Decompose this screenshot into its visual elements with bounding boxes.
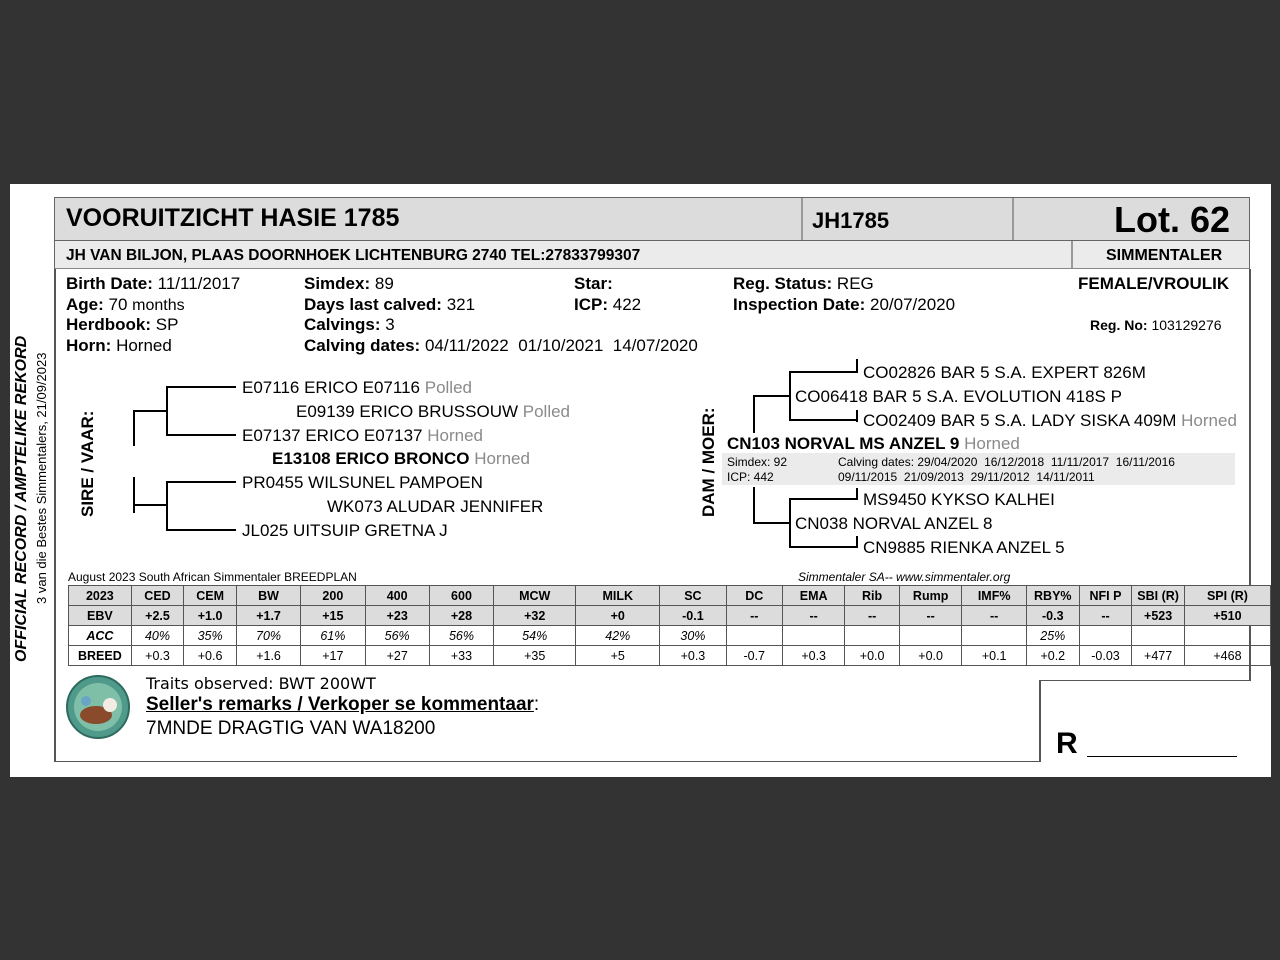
ebv-header-cell: CED	[131, 586, 184, 606]
reg-no-row: Reg. No: 103129276	[1090, 317, 1222, 333]
ebv-value-cell: +523	[1132, 606, 1185, 626]
reg-status-row: Reg. Status: REG	[733, 274, 874, 293]
ebv-value-cell: +2.5	[131, 606, 184, 626]
acc-value-cell: 70%	[236, 626, 300, 646]
ebv-value-cell: +510	[1184, 606, 1270, 626]
ebv-value-cell: +0	[576, 606, 660, 626]
acc-value-cell: 40%	[131, 626, 184, 646]
breed-avg-cell: BREED	[69, 646, 132, 666]
sire-sire-sire: E07116 ERICO E07116 Polled	[242, 378, 472, 397]
age-row: Age: 70 months	[66, 295, 185, 314]
ebv-value-cell: --	[1079, 606, 1132, 626]
breed-avg-cell: +17	[301, 646, 365, 666]
ebv-value-cell: +15	[301, 606, 365, 626]
breed-avg-cell: +0.2	[1026, 646, 1079, 666]
breed-society-logo	[66, 675, 130, 739]
breed-avg-cell: -0.7	[726, 646, 782, 666]
sire-sire: E09139 ERICO BRUSSOUW Polled	[296, 402, 571, 421]
ebv-value-cell: +1.0	[184, 606, 237, 626]
acc-value-cell: 56%	[429, 626, 493, 646]
breed-avg-cell: +35	[494, 646, 576, 666]
ebv-header-row	[69, 586, 1271, 606]
dam-dam-dam: CN9885 RIENKA ANZEL 5	[863, 538, 1065, 557]
breed-avg-cell: +5	[576, 646, 660, 666]
sire-dam-sire: PR0455 WILSUNEL PAMPOEN	[242, 473, 483, 492]
calving-dates-row: Calving dates: 04/11/2022 01/10/2021 14/07/2020	[304, 336, 698, 355]
breed-avg-cell: +0.3	[131, 646, 184, 666]
breed-avg-cell: -0.03	[1079, 646, 1132, 666]
acc-row	[69, 626, 1271, 646]
breed-avg-cell: +0.1	[962, 646, 1026, 666]
acc-value-cell: 30%	[660, 626, 726, 646]
ebv-header-cell: SC	[660, 586, 726, 606]
price-label: R	[1056, 727, 1078, 760]
simdex-row: Simdex: 89	[304, 274, 394, 293]
ebv-header-cell: 200	[301, 586, 365, 606]
ebv-value-cell: --	[782, 606, 844, 626]
lot-card	[10, 184, 1271, 777]
acc-value-cell: 42%	[576, 626, 660, 646]
ebv-header-cell: SBI (R)	[1132, 586, 1185, 606]
ebv-value-cell: --	[845, 606, 900, 626]
icp-row: ICP: 422	[574, 295, 642, 314]
acc-value-cell: 61%	[301, 626, 365, 646]
ebv-value-cell: +1.7	[236, 606, 300, 626]
breed-name: SIMMENTALER	[1106, 247, 1223, 264]
ebv-header-cell: CEM	[184, 586, 237, 606]
ebv-value-cell: --	[899, 606, 962, 626]
ebv-header-cell: BW	[236, 586, 300, 606]
breed-avg-cell: +0.3	[660, 646, 726, 666]
breed-avg-cell: +0.3	[782, 646, 844, 666]
seller-remarks-heading: Seller's remarks / Verkoper se kommentaar:	[146, 694, 540, 715]
acc-value-cell	[845, 626, 900, 646]
price-blank-line[interactable]	[1087, 756, 1237, 757]
dam-calving-dates-1: Calving dates: 29/04/2020 16/12/2018 11/11/2017 16/11/2016	[838, 455, 1175, 469]
lot-number: Lot. 62	[1114, 199, 1231, 240]
ebv-value-cell: +23	[365, 606, 429, 626]
acc-value-cell	[782, 626, 844, 646]
sire-dam-dam: JL025 UITSUIP GRETNA J	[242, 521, 448, 540]
dam-icp: ICP: 442	[727, 470, 774, 484]
acc-value-cell: 56%	[365, 626, 429, 646]
breed-avg-cell: +0.0	[845, 646, 900, 666]
official-record-label: OFFICIAL RECORD / AMPTELIKE REKORD	[13, 335, 30, 662]
traits-observed: Traits observed: BWT 200WT	[146, 674, 376, 693]
animal-id: JH1785	[812, 208, 890, 233]
ebv-value-cell: -0.3	[1026, 606, 1079, 626]
birth-date-row: Birth Date: 11/11/2017	[66, 274, 241, 293]
ebv-value-cell: --	[962, 606, 1026, 626]
sire-sire-dam: E07137 ERICO E07137 Horned	[242, 426, 484, 445]
ebv-header-cell: Rump	[899, 586, 962, 606]
acc-value-cell: 25%	[1026, 626, 1079, 646]
breed-avg-cell: +0.0	[899, 646, 962, 666]
acc-value-cell	[1184, 626, 1270, 646]
dam-dam-sire: MS9450 KYKSO KALHEI	[863, 490, 1055, 509]
ebv-header-cell: 600	[429, 586, 493, 606]
sire-dam: WK073 ALUDAR JENNIFER	[327, 497, 544, 516]
herdbook-row: Herdbook: SP	[66, 315, 179, 334]
ebv-header-cell: 400	[365, 586, 429, 606]
breeder-info: JH VAN BILJON, PLAAS DOORNHOEK LICHTENBURG 2740 TEL:27833799307	[66, 247, 641, 264]
inspection-row: Inspection Date: 20/07/2020	[733, 295, 956, 314]
star-row: Star:	[574, 274, 613, 293]
acc-value-cell	[726, 626, 782, 646]
acc-value-cell	[962, 626, 1026, 646]
breed-avg-cell: +1.6	[236, 646, 300, 666]
acc-value-cell: 35%	[184, 626, 237, 646]
ebv-header-cell: EMA	[782, 586, 844, 606]
dam-sire: CO06418 BAR 5 S.A. EVOLUTION 418S P	[795, 387, 1122, 406]
ebv-header-cell: MILK	[576, 586, 660, 606]
ebv-values-row	[69, 606, 1271, 626]
breedplan-site: Simmentaler SA-- www.simmentaler.org	[798, 570, 1011, 584]
breedplan-caption: August 2023 South African Simmentaler BREEDPLAN	[68, 570, 357, 584]
ebv-value-cell: --	[726, 606, 782, 626]
ebv-header-cell: DC	[726, 586, 782, 606]
sire-name: E13108 ERICO BRONCO Horned	[272, 449, 530, 468]
ebv-header-cell: IMF%	[962, 586, 1026, 606]
dam-sire-sire: CO02826 BAR 5 S.A. EXPERT 826M	[863, 363, 1146, 382]
ebv-header-cell: SPI (R)	[1184, 586, 1270, 606]
ebv-value-cell: +28	[429, 606, 493, 626]
breed-avg-cell: +33	[429, 646, 493, 666]
ebv-header-cell: 2023	[69, 586, 132, 606]
ebv-value-cell: +32	[494, 606, 576, 626]
acc-value-cell: ACC	[69, 626, 132, 646]
calvings-row: Calvings: 3	[304, 315, 395, 334]
dam-dam: CN038 NORVAL ANZEL 8	[795, 514, 993, 533]
dam-calving-dates-2: 09/11/2015 21/09/2013 29/11/2012 14/11/2011	[838, 470, 1095, 484]
breed-avg-row	[69, 646, 1271, 666]
acc-value-cell	[899, 626, 962, 646]
dam-name: CN103 NORVAL MS ANZEL 9 Horned	[727, 434, 1020, 453]
ebv-header-cell: RBY%	[1026, 586, 1079, 606]
ebv-header-cell: MCW	[494, 586, 576, 606]
ebv-header-cell: NFI P	[1079, 586, 1132, 606]
ebv-header-cell: Rib	[845, 586, 900, 606]
breed-avg-cell: +477	[1132, 646, 1185, 666]
source-label: 3 van die Bestes Simmentalers, 21/09/2023	[34, 352, 49, 604]
dam-label: DAM / MOER:	[699, 407, 718, 517]
sex-label: FEMALE/VROULIK	[1078, 274, 1230, 293]
ebv-value-cell: EBV	[69, 606, 132, 626]
acc-value-cell	[1132, 626, 1185, 646]
breed-avg-cell: +27	[365, 646, 429, 666]
ebv-table	[68, 585, 1271, 666]
days-calved-row: Days last calved: 321	[304, 295, 476, 314]
seller-remarks: 7MNDE DRAGTIG VAN WA18200	[146, 718, 436, 739]
horn-row: Horn: Horned	[66, 336, 172, 355]
ebv-value-cell: -0.1	[660, 606, 726, 626]
dam-sire-dam: CO02409 BAR 5 S.A. LADY SISKA 409M Horned	[863, 411, 1237, 430]
breed-avg-cell: +468	[1184, 646, 1270, 666]
breed-avg-cell: +0.6	[184, 646, 237, 666]
acc-value-cell	[1079, 626, 1132, 646]
dam-simdex: Simdex: 92	[727, 455, 788, 469]
animal-name: VOORUITZICHT HASIE 1785	[66, 204, 400, 232]
sire-label: SIRE / VAAR:	[78, 410, 97, 517]
acc-value-cell: 54%	[494, 626, 576, 646]
